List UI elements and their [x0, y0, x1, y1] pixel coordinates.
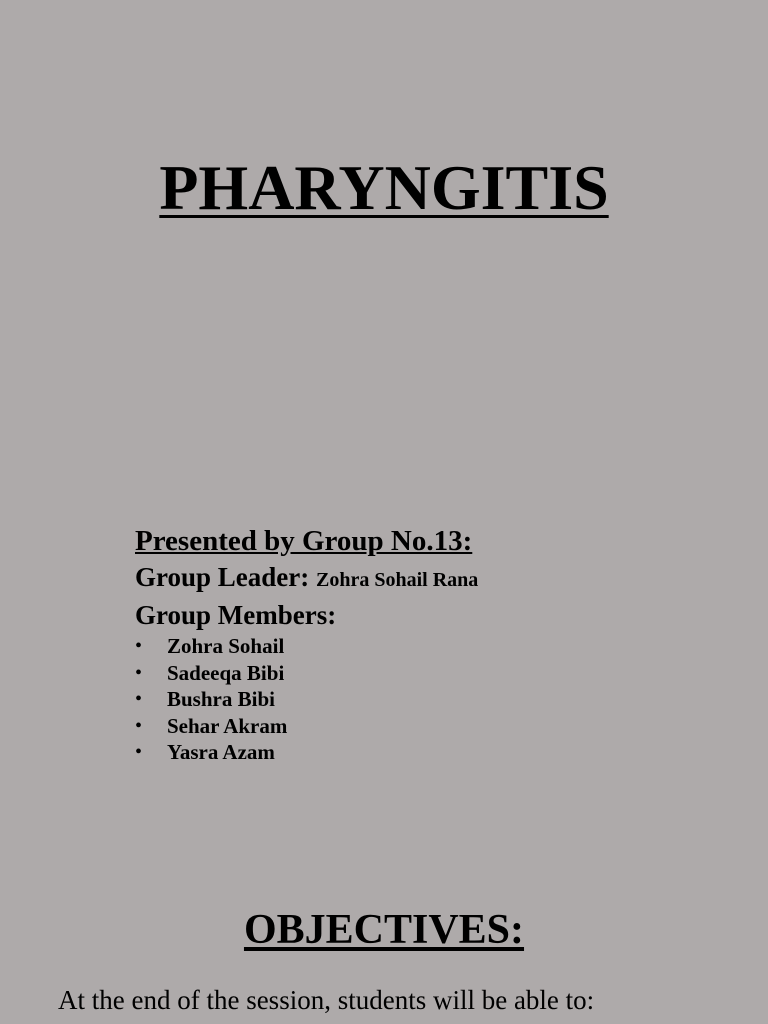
page-title: PHARYNGITIS: [159, 152, 609, 223]
list-item: [135, 686, 695, 713]
member-name: Zohra Sohail: [167, 634, 285, 658]
bullet-icon: •: [135, 714, 143, 737]
objectives-intro-text: At the end of the session, students will be able to:: [58, 985, 595, 1015]
member-name: Sadeeqa Bibi: [167, 660, 285, 685]
bullet-icon: •: [135, 635, 143, 657]
group-leader-label: Group Leader:: [135, 562, 310, 592]
objectives-heading: OBJECTIVES:: [243, 907, 525, 953]
member-name: Sehar Akram: [167, 713, 288, 738]
group-leader-line: [135, 560, 695, 597]
list-item: [135, 739, 695, 766]
list-item: [135, 660, 695, 687]
bullet-icon: •: [135, 688, 143, 710]
bullet-icon: •: [135, 741, 143, 763]
list-item: [135, 713, 695, 740]
group-leader-name: Zohra Sohail Rana: [316, 569, 479, 591]
group-members-heading: Group Members:: [135, 600, 337, 630]
bullet-icon: •: [135, 661, 143, 684]
member-name: Yasra Azam: [167, 740, 275, 764]
list-item: [135, 633, 695, 660]
presented-by-heading: Presented by Group No.13:: [135, 525, 473, 557]
presenters-section: [135, 522, 695, 766]
group-members-list: [135, 633, 695, 766]
member-name: Bushra Bibi: [167, 687, 275, 711]
